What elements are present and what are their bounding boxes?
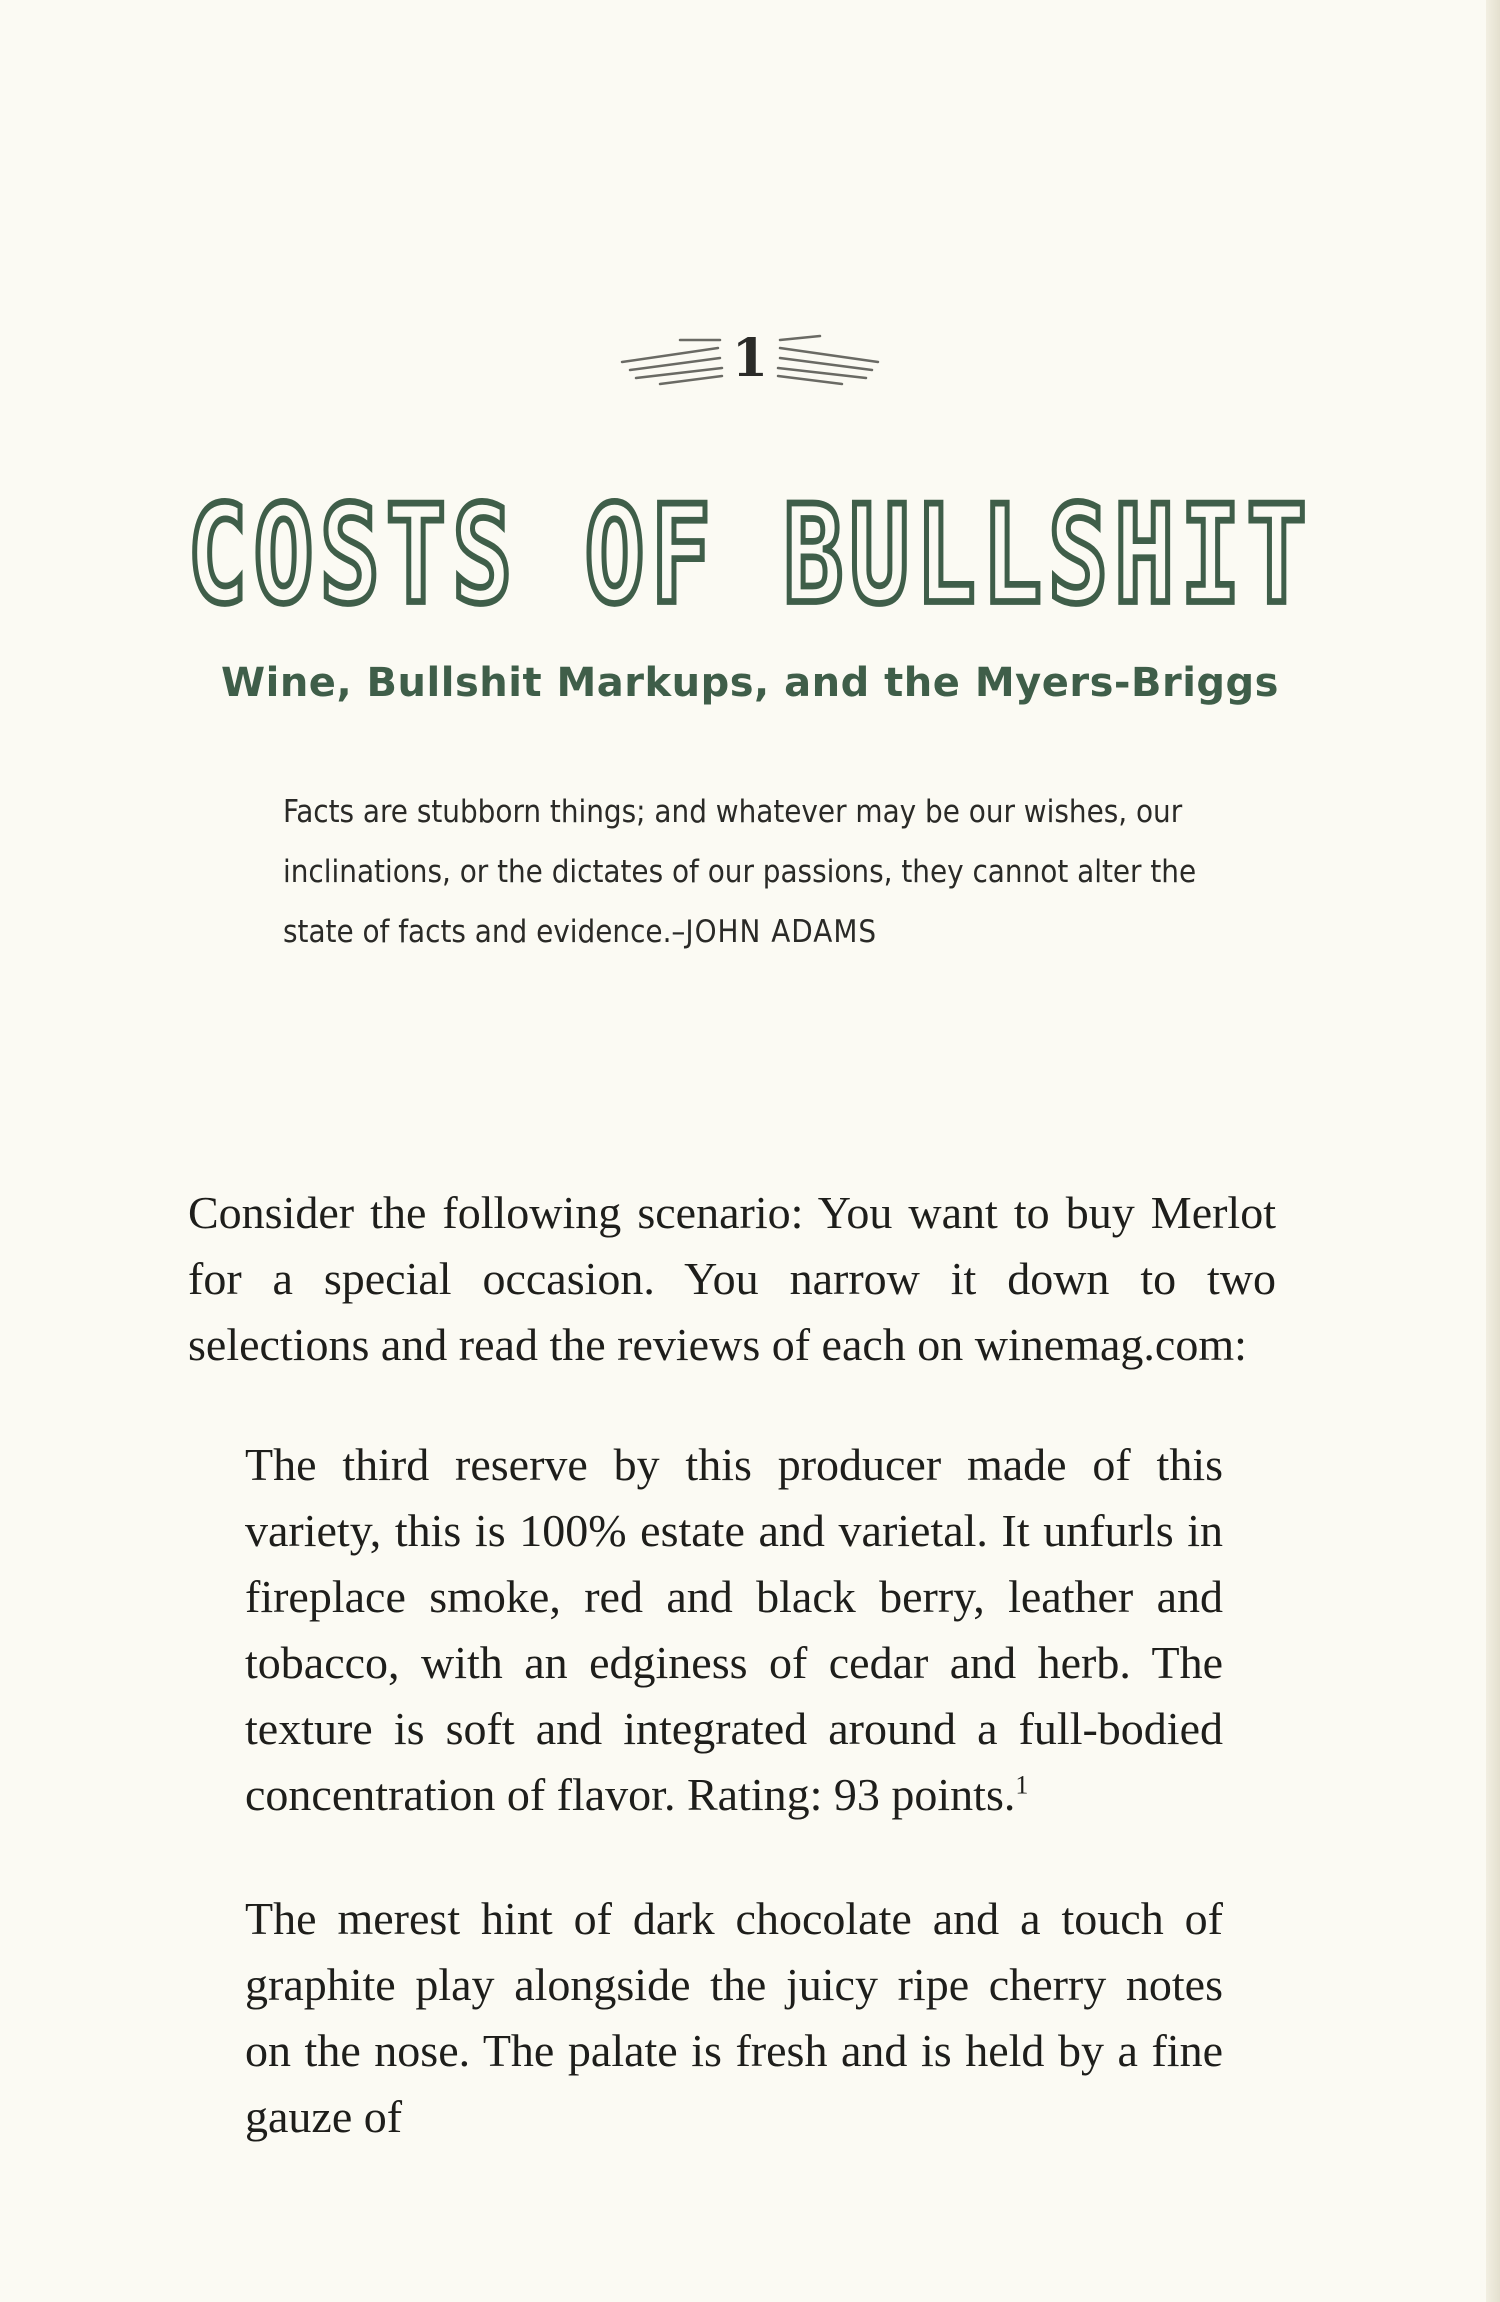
- epigraph: [283, 782, 1213, 962]
- page-edge: [1486, 0, 1500, 2302]
- epigraph-quote: Facts are stubborn things; and whatever may be our wishes, our inclinations, or the dictates of our passions, they cannot alter the state of facts and evidence.–: [283, 794, 1197, 950]
- review-quote-2: The merest hint of dark chocolate and a touch of graphite play alongside the juicy ripe cherry notes on the nose. The palate is fresh and is held by a fine gauze of: [245, 1893, 1223, 2142]
- footnote-marker: 1: [1015, 1770, 1029, 1800]
- chapter-number: 1: [731, 328, 769, 389]
- review-1-text: The third reserve by this producer made of this variety, this is 100% estate and varietal. It unfurls in fireplace smoke, red and black berry, leather and tobacco, with an edginess of cedar and herb. The texture is soft and integrated around a full-bodied concentration of flavor. Rating: 93 points.: [245, 1439, 1223, 1820]
- intro-paragraph: Consider the following scenario: You want to buy Merlot for a special occasion. You narrow it down to two selections and read the reviews of each on winemag.com:: [188, 1187, 1276, 1370]
- epigraph-author: JOHN ADAMS: [685, 914, 878, 950]
- chapter-ornament: [610, 318, 890, 398]
- review-quote-1: [245, 1432, 1223, 1828]
- chapter-subtitle: Wine, Bullshit Markups, and the Myers-Briggs: [221, 660, 1279, 706]
- chapter-title: COSTS OF BULLSHIT: [187, 476, 1313, 634]
